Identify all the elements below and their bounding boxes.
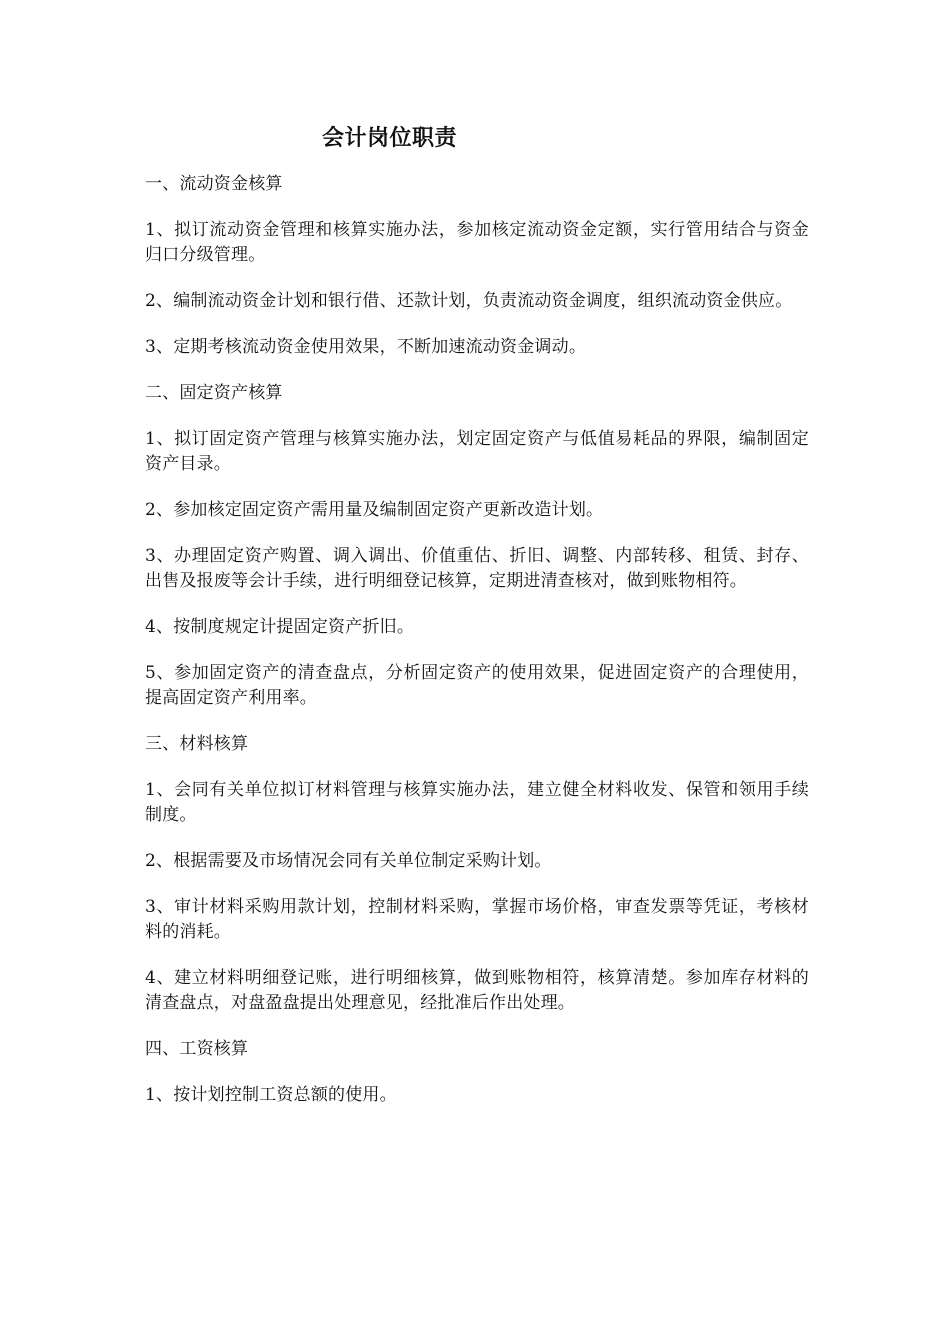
paragraph: 3、办理固定资产购置、调入调出、价值重估、折旧、调整、内部转移、租赁、封存、出售及报废等会计手续，进行明细登记核算，定期进清查核对，做到账物相符。 bbox=[145, 546, 809, 591]
paragraph: 2、根据需要及市场情况会同有关单位制定采购计划。 bbox=[145, 851, 552, 871]
paragraph: 4、建立材料明细登记账，进行明细核算，做到账物相符，核算清楚。参加库存材料的清查盘点，对盘盈盘提出处理意见，经批准后作出处理。 bbox=[145, 968, 809, 1013]
paragraph: 1、会同有关单位拟订材料管理与核算实施办法，建立健全材料收发、保管和领用手续制度。 bbox=[145, 780, 809, 825]
paragraph: 2、编制流动资金计划和银行借、还款计划，负责流动资金调度，组织流动资金供应。 bbox=[145, 291, 793, 311]
paragraph: 4、按制度规定计提固定资产折旧。 bbox=[145, 617, 415, 637]
document-title: 会计岗位职责 bbox=[322, 125, 458, 151]
section-heading-4: 四、工资核算 bbox=[145, 1039, 249, 1059]
section-heading-1: 一、流动资金核算 bbox=[145, 174, 283, 194]
paragraph: 3、定期考核流动资金使用效果，不断加速流动资金调动。 bbox=[145, 337, 587, 357]
paragraph: 1、按计划控制工资总额的使用。 bbox=[145, 1085, 397, 1105]
document-body bbox=[145, 172, 809, 1129]
paragraph: 3、审计材料采购用款计划，控制材料采购，掌握市场价格，审查发票等凭证，考核材料的消耗。 bbox=[145, 897, 809, 942]
paragraph: 1、拟订流动资金管理和核算实施办法，参加核定流动资金定额，实行管用结合与资金归口分级管理。 bbox=[145, 220, 809, 265]
paragraph: 2、参加核定固定资产需用量及编制固定资产更新改造计划。 bbox=[145, 500, 604, 520]
section-heading-2: 二、固定资产核算 bbox=[145, 383, 283, 403]
paragraph: 1、拟订固定资产管理与核算实施办法，划定固定资产与低值易耗品的界限，编制固定资产目录。 bbox=[145, 429, 809, 474]
paragraph: 5、参加固定资产的清查盘点，分析固定资产的使用效果，促进固定资产的合理使用，提高固定资产利用率。 bbox=[145, 663, 809, 708]
section-heading-3: 三、材料核算 bbox=[145, 734, 249, 754]
